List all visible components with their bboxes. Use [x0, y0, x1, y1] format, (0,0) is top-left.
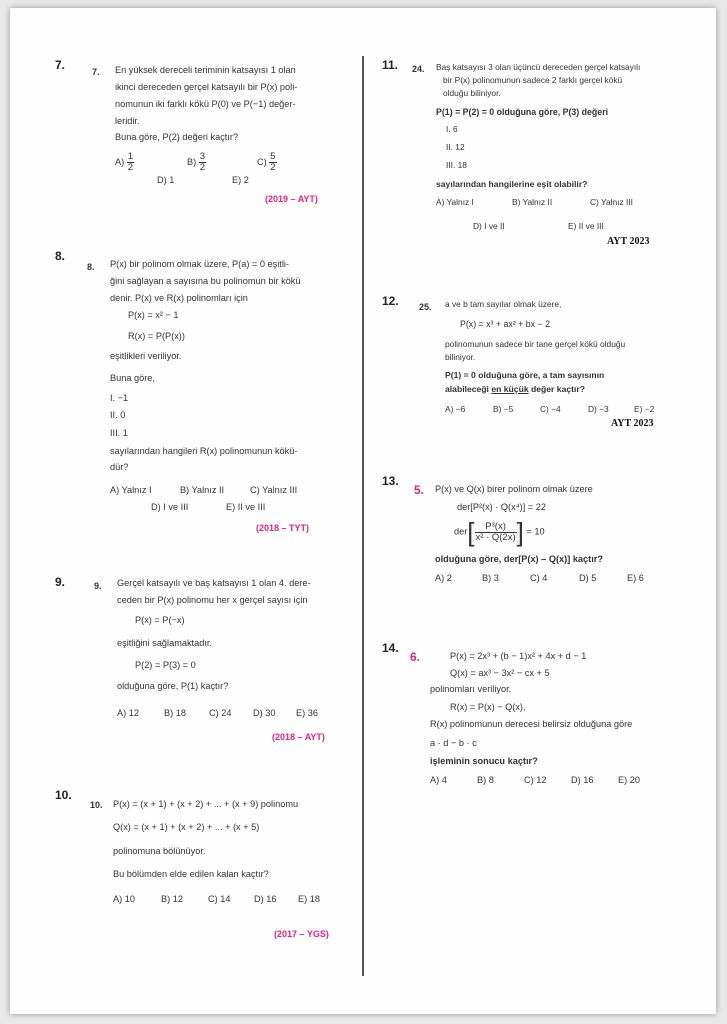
q10-question: Bu bölümden elde edilen kalan kaçtır?	[113, 869, 269, 879]
q7-option-b[interactable]	[187, 152, 206, 173]
q8-item-1: I. −1	[110, 393, 129, 403]
q9-equation-1: P(x) = P(−x)	[135, 615, 185, 625]
q12-condition-2: alabileceği en küçük değer kaçtır?	[445, 384, 585, 394]
q10-option-a[interactable]: A) 10	[113, 894, 135, 904]
q14-equation-q: Q(x) = ax³ − 3x² − cx + 5	[450, 668, 550, 678]
q7-line-4: leridir.	[115, 116, 140, 126]
q12-line-2: polinomunun sadece bir tane gerçel kökü olduğu	[445, 339, 626, 349]
q9-line-1: Gerçel katsayılı ve baş katsayısı 1 olan 4. dere-	[117, 578, 311, 588]
question-10-inner-number: 10.	[90, 800, 103, 810]
q9-given: eşitliğini sağlamaktadır.	[117, 638, 212, 648]
q7-option-d[interactable]: D) 1	[157, 175, 175, 185]
question-7-number: 7.	[55, 58, 66, 72]
q13-option-a[interactable]: A) 2	[435, 573, 452, 583]
question-14-inner-number: 6.	[410, 650, 421, 664]
question-13-inner-number: 5.	[414, 483, 425, 497]
q8-option-e[interactable]: E) II ve III	[226, 502, 266, 512]
q11-option-b[interactable]: B) Yalnız II	[512, 197, 553, 207]
question-8-inner-number: 8.	[87, 262, 95, 272]
question-12-number: 12.	[382, 294, 399, 308]
q9-option-d[interactable]: D) 30	[253, 708, 276, 718]
q8-source: (2018 – TYT)	[256, 523, 310, 533]
q9-option-c[interactable]: C) 24	[209, 708, 232, 718]
q8-line-2: ğini sağlayan a sayısına bu polinomun bir kökü	[110, 276, 301, 286]
q10-line-2: Q(x) = (x + 1) + (x + 2) + ... + (x + 5)	[113, 822, 260, 832]
q11-line-3: olduğu biliniyor.	[443, 88, 501, 98]
q8-option-b[interactable]: B) Yalnız II	[180, 485, 225, 495]
q12-option-a[interactable]: A) −6	[445, 404, 466, 414]
q12-condition-1: P(1) = 0 olduğuna göre, a tam sayısının	[445, 370, 605, 380]
q7-option-b-fraction: $\frac{3}{2}$	[199, 151, 206, 173]
q7-line-1: En yüksek dereceli teriminin katsayısı 1 olan	[115, 65, 296, 75]
q7-option-a[interactable]	[115, 152, 134, 173]
q14-question: işleminin sonucu kaçtır?	[430, 756, 538, 766]
q9-option-b[interactable]: B) 18	[164, 708, 186, 718]
q8-equation-r: R(x) = P(P(x))	[128, 331, 185, 341]
q7-option-c[interactable]	[257, 152, 277, 173]
question-13-number: 13.	[382, 474, 399, 488]
q12-option-c[interactable]: C) −4	[540, 404, 561, 414]
q8-equation-p: P(x) = x² − 1	[128, 310, 179, 320]
q8-option-d[interactable]: D) I ve III	[151, 502, 189, 512]
q11-question: sayılarından hangilerine eşit olabilir?	[436, 179, 588, 189]
q10-line-3: polinomuna bölünüyor.	[113, 846, 206, 856]
q13-equation-1: der[P²(x) · Q(x⁴)] = 22	[457, 502, 546, 512]
q11-condition: P(1) = P(2) = 0 olduğuna göre, P(3) değeri	[436, 107, 609, 117]
q10-option-c[interactable]: C) 14	[208, 894, 231, 904]
question-11-number: 11.	[382, 58, 399, 72]
q12-source: AYT 2023	[611, 418, 654, 429]
q7-option-a-letter: A)	[115, 156, 125, 167]
q9-equation-2: P(2) = P(3) = 0	[135, 660, 196, 670]
q8-item-3: III. 1	[110, 428, 128, 438]
q14-option-a[interactable]: A) 4	[430, 775, 447, 785]
q11-option-d[interactable]: D) I ve II	[473, 221, 505, 231]
q8-given: eşitlikleri veriliyor.	[110, 351, 182, 361]
q8-line-1: P(x) bir polinom olmak üzere, P(a) = 0 eşitli-	[110, 259, 289, 269]
q10-line-1: P(x) = (x + 1) + (x + 2) + ... + (x + 9) polinomu	[113, 799, 299, 809]
q12-equation: P(x) = x³ + ax² + bx − 2	[460, 319, 550, 329]
q8-tail-2: dür?	[110, 462, 129, 472]
question-14-number: 14.	[382, 641, 399, 655]
q11-line-2: bir P(x) polinomunun sadece 2 farklı gerçel kökü	[443, 75, 623, 85]
q11-option-c[interactable]: C) Yalnız III	[590, 197, 633, 207]
q13-option-b[interactable]: B) 3	[482, 573, 499, 583]
q14-option-b[interactable]: B) 8	[477, 775, 494, 785]
q12-option-e[interactable]: E) −2	[634, 404, 655, 414]
q13-option-c[interactable]: C) 4	[530, 573, 548, 583]
q8-option-c[interactable]: C) Yalnız III	[250, 485, 298, 495]
q12-line-1: a ve b tam sayılar olmak üzere,	[445, 299, 562, 309]
q11-line-1: Baş katsayısı 3 olan üçüncü dereceden gerçel katsayılı	[436, 62, 641, 72]
q11-item-3: III. 18	[446, 160, 467, 170]
q13-question: olduğuna göre, der[P(x) – Q(x)] kaçtır?	[435, 554, 603, 564]
q7-source: (2019 – AYT)	[265, 194, 318, 204]
q7-question: Buna göre, P(2) değeri kaçtır?	[115, 132, 239, 142]
q9-option-e[interactable]: E) 36	[296, 708, 318, 718]
question-12-inner-number: 25.	[419, 302, 432, 312]
q12-line-3: biliniyor.	[445, 352, 476, 362]
q9-option-a[interactable]: A) 12	[117, 708, 139, 718]
q7-option-b-letter: B)	[187, 156, 197, 167]
q14-line-2: R(x) polinomunun derecesi belirsiz olduğuna göre	[430, 719, 633, 729]
q9-source: (2018 – AYT)	[272, 732, 325, 742]
q11-item-1: I. 6	[446, 124, 458, 134]
q11-option-a[interactable]: A) Yalnız I	[436, 197, 474, 207]
q13-line-1: P(x) ve Q(x) birer polinom olmak üzere	[435, 484, 593, 494]
q7-option-a-fraction: $\frac{1}{2}$	[127, 151, 134, 173]
q8-option-a[interactable]: A) Yalnız I	[110, 485, 152, 495]
q9-line-2: ceden bir P(x) polinomu her x gerçel sayısı için	[117, 595, 308, 605]
column-divider	[362, 56, 364, 976]
q12-option-d[interactable]: D) −3	[588, 404, 609, 414]
q12-option-b[interactable]: B) −5	[493, 404, 514, 414]
question-9-number: 9.	[55, 575, 66, 589]
question-8-number: 8.	[55, 249, 66, 263]
q14-equation-r: R(x) = P(x) − Q(x),	[450, 702, 526, 712]
question-11-inner-number: 24.	[412, 64, 425, 74]
q7-line-2: ikinci dereceden gerçel katsayılı bir P(x) poli-	[115, 82, 298, 92]
q11-source: AYT 2023	[607, 236, 650, 247]
question-9-inner-number: 9.	[94, 581, 102, 591]
q13-option-e[interactable]: E) 6	[627, 573, 644, 583]
q8-item-2: II. 0	[110, 410, 126, 420]
question-7-inner-number: 7.	[92, 67, 100, 77]
q13-equation-2: der[ $\frac{\text{P³(x)}}{\text{x² · Q(2x)}}$ ] = 10	[454, 517, 545, 547]
q13-fraction: $\frac{\text{P³(x)}}{\text{x² · Q(2x)}}$	[475, 520, 516, 543]
q8-line-3: denir. P(x) ve R(x) polinomları için	[110, 293, 248, 303]
q11-option-e[interactable]: E) II ve III	[568, 221, 604, 231]
q13-option-d[interactable]: D) 5	[579, 573, 597, 583]
q8-tail-1: sayılarından hangileri R(x) polinomunun kökü-	[110, 446, 298, 456]
q9-question: olduğuna göre, P(1) kaçtır?	[117, 681, 229, 691]
q7-option-e[interactable]: E) 2	[232, 175, 249, 185]
question-10-number: 10.	[55, 788, 72, 802]
q10-option-d[interactable]: D) 16	[254, 894, 277, 904]
q8-accordingly: Buna göre,	[110, 373, 155, 383]
q7-option-c-letter: C)	[257, 156, 267, 167]
q14-line-1: polinomları veriliyor.	[430, 684, 512, 694]
exam-page	[10, 8, 716, 1014]
q10-option-e[interactable]: E) 18	[298, 894, 320, 904]
q10-option-b[interactable]: B) 12	[161, 894, 183, 904]
q14-expression: a · d − b · c	[430, 738, 477, 748]
q14-equation-p: P(x) = 2x³ + (b − 1)x² + 4x + d − 1	[450, 651, 587, 661]
q14-option-e[interactable]: E) 20	[618, 775, 640, 785]
q7-option-c-fraction: $\frac{5}{2}$	[270, 151, 276, 173]
q14-option-c[interactable]: C) 12	[524, 775, 547, 785]
q11-item-2: II. 12	[446, 142, 465, 152]
q14-option-d[interactable]: D) 16	[571, 775, 594, 785]
q7-line-3: nomunun iki farklı kökü P(0) ve P(−1) değer-	[115, 99, 296, 109]
q10-source: (2017 – YGS)	[274, 929, 329, 939]
